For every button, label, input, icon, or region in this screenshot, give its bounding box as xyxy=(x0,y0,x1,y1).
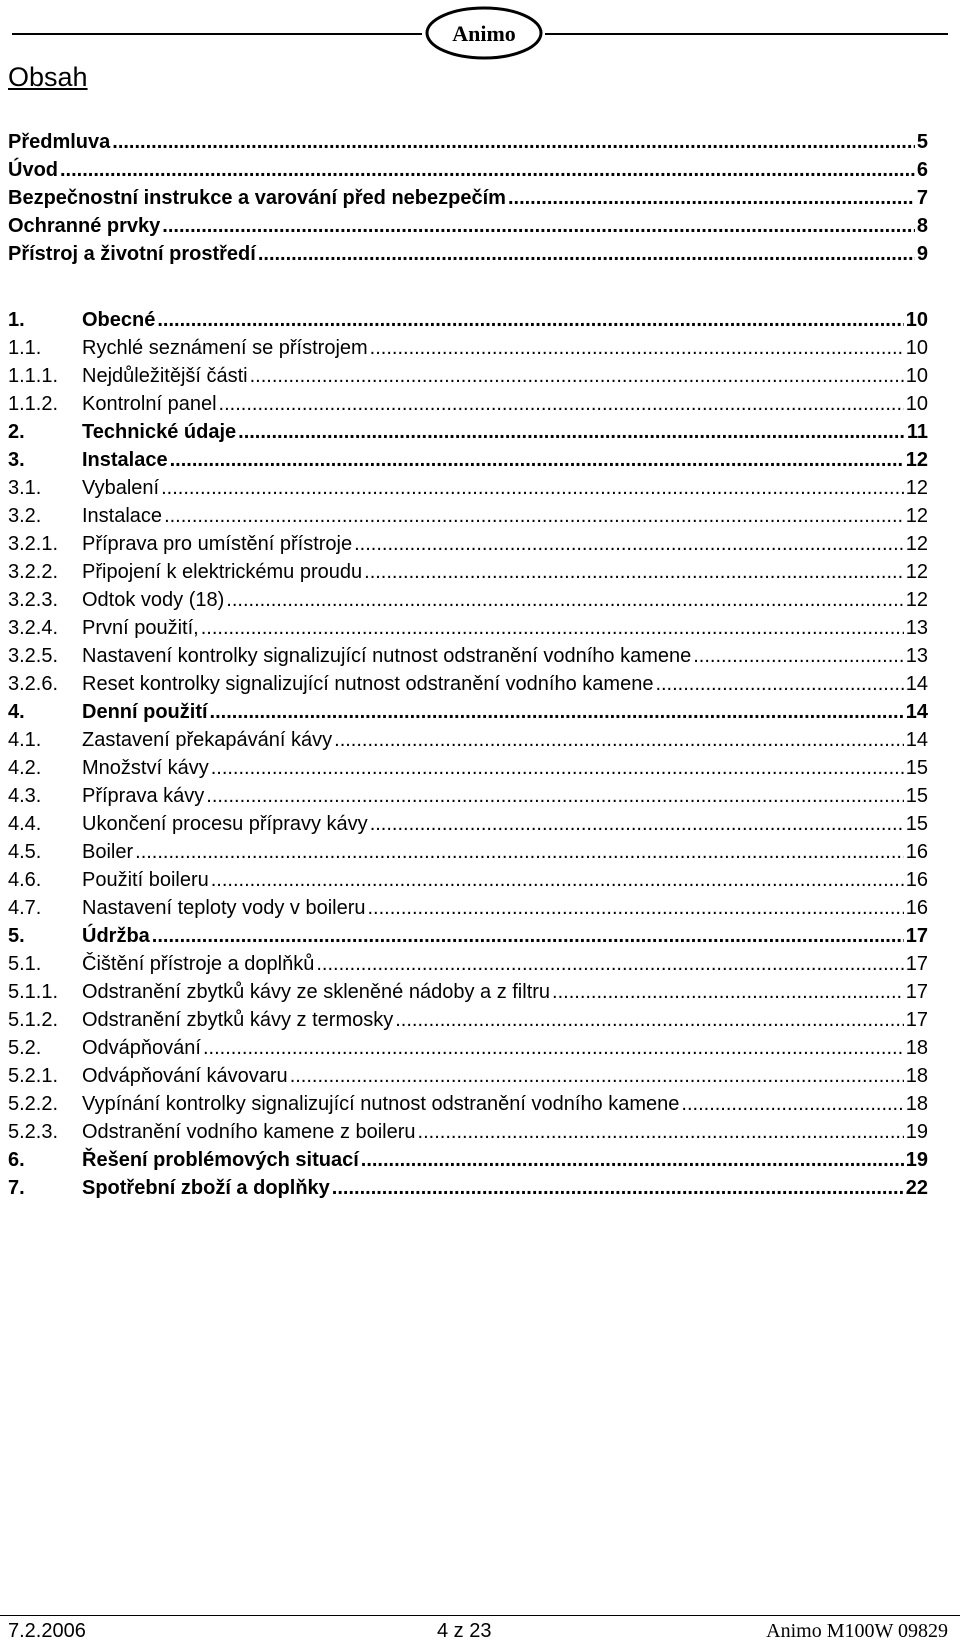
toc-entry[interactable] xyxy=(8,390,928,418)
toc-entry-page: 15 xyxy=(905,813,928,835)
toc-entry-page: 17 xyxy=(905,953,928,975)
toc-entry-page: 11 xyxy=(906,421,928,443)
toc-entry-number: 1.1. xyxy=(8,337,42,359)
dot-leader xyxy=(354,530,904,558)
toc-entry-label: Odtok vody (18) xyxy=(82,589,225,611)
toc-entry-number: 4.7. xyxy=(8,897,42,919)
toc-entry-page: 9 xyxy=(916,243,928,265)
dot-leader xyxy=(316,950,903,978)
toc-entry[interactable] xyxy=(8,894,928,922)
toc-entry[interactable] xyxy=(8,642,928,670)
toc-entry[interactable] xyxy=(8,586,928,614)
footer-page-number: 4 z 23 xyxy=(437,1620,492,1642)
toc-entry-number: 3. xyxy=(8,449,25,471)
toc-entry-page: 6 xyxy=(916,159,928,181)
toc-entry-page: 17 xyxy=(905,1009,928,1031)
toc-entry-number: 1.1.1. xyxy=(8,365,59,387)
toc-entry-label: Denní použití xyxy=(82,701,208,723)
toc-entry-page: 14 xyxy=(905,729,928,751)
toc-entry[interactable] xyxy=(8,1034,928,1062)
toc-entry[interactable] xyxy=(8,614,928,642)
toc-entry-page: 19 xyxy=(905,1149,928,1171)
toc-entry-label: Kontrolní panel xyxy=(82,393,217,415)
toc-entry-page: 10 xyxy=(905,309,928,331)
toc-entry-label: Zastavení překapávání kávy xyxy=(82,729,333,751)
toc-entry-number: 3.2.3. xyxy=(8,589,59,611)
toc-entry[interactable] xyxy=(8,240,928,268)
toc-entry[interactable] xyxy=(8,156,928,184)
toc-entry-number: 5.2.1. xyxy=(8,1065,59,1087)
toc-entry-label: Příprava kávy xyxy=(82,785,205,807)
toc-entry[interactable] xyxy=(8,698,928,726)
dot-leader xyxy=(60,156,915,184)
dot-leader xyxy=(161,474,904,502)
toc-entry-page: 15 xyxy=(905,757,928,779)
toc-entry-label: Boiler xyxy=(82,841,134,863)
toc-entry-page: 12 xyxy=(905,589,928,611)
dot-leader xyxy=(693,642,904,670)
toc-entry-number: 4.3. xyxy=(8,785,42,807)
toc-entry[interactable] xyxy=(8,670,928,698)
toc-entry[interactable] xyxy=(8,810,928,838)
dot-leader xyxy=(552,978,904,1006)
toc-entry-label: Instalace xyxy=(82,449,168,471)
toc-entry[interactable] xyxy=(8,1118,928,1146)
dot-leader xyxy=(334,726,904,754)
dot-leader xyxy=(201,614,904,642)
toc-entry-label: Odvápňování kávovaru xyxy=(82,1065,288,1087)
toc-entry-label: Vypínání kontrolky signalizující nutnost odstranění vodního kamene xyxy=(82,1093,680,1115)
dot-leader xyxy=(250,362,904,390)
toc-entry-page: 14 xyxy=(905,701,928,723)
toc-entry[interactable] xyxy=(8,334,928,362)
toc-entry-page: 18 xyxy=(905,1037,928,1059)
toc-entry-label: Technické údaje xyxy=(82,421,237,443)
toc-entry-label: Připojení k elektrickému proudu xyxy=(82,561,363,583)
toc-entry-page: 13 xyxy=(905,645,928,667)
toc-entry[interactable] xyxy=(8,474,928,502)
toc-entry-page: 12 xyxy=(905,449,928,471)
page-title: Obsah xyxy=(8,62,88,92)
toc-entry-number: 4. xyxy=(8,701,25,723)
toc-entry-label: Odstranění vodního kamene z boileru xyxy=(82,1121,416,1143)
table-of-contents xyxy=(8,128,928,1202)
toc-entry-label: Vybalení xyxy=(82,477,160,499)
toc-entry[interactable] xyxy=(8,128,928,156)
toc-entry[interactable] xyxy=(8,950,928,978)
toc-entry-page: 18 xyxy=(905,1093,928,1115)
dot-leader xyxy=(361,1146,904,1174)
toc-entry[interactable] xyxy=(8,306,928,334)
toc-entry-page: 12 xyxy=(905,561,928,583)
toc-entry[interactable] xyxy=(8,446,928,474)
dot-leader xyxy=(219,390,904,418)
toc-entry[interactable] xyxy=(8,1006,928,1034)
toc-entry-number: 5.2. xyxy=(8,1037,42,1059)
footer-rule xyxy=(0,1615,960,1616)
dot-leader xyxy=(162,212,915,240)
toc-entry[interactable] xyxy=(8,1174,928,1202)
toc-entry-label: Množství kávy xyxy=(82,757,209,779)
toc-entry[interactable] xyxy=(8,1146,928,1174)
toc-entry-label: Nastavení kontrolky signalizující nutnost odstranění vodního kamene xyxy=(82,645,692,667)
dot-leader xyxy=(290,1062,904,1090)
toc-entry[interactable] xyxy=(8,726,928,754)
toc-entry-label: Obecné xyxy=(82,309,156,331)
dot-leader xyxy=(364,558,904,586)
toc-entry-label: Předmluva xyxy=(8,131,111,153)
toc-entry-number: 2. xyxy=(8,421,25,443)
toc-entry[interactable] xyxy=(8,1062,928,1090)
toc-entry-number: 3.2.1. xyxy=(8,533,59,555)
toc-entry-number: 5.2.2. xyxy=(8,1093,59,1115)
dot-leader xyxy=(332,1174,904,1202)
dot-leader xyxy=(258,240,915,268)
toc-entry[interactable] xyxy=(8,184,928,212)
toc-entry-page: 16 xyxy=(905,869,928,891)
dot-leader xyxy=(152,922,904,950)
toc-entry[interactable] xyxy=(8,838,928,866)
toc-entry-label: Odstranění zbytků kávy ze skleněné nádoby a z filtru xyxy=(82,981,551,1003)
toc-entry-number: 5.1.2. xyxy=(8,1009,59,1031)
toc-entry-page: 22 xyxy=(905,1177,928,1199)
header-rule-right xyxy=(545,33,948,35)
toc-entry[interactable] xyxy=(8,922,928,950)
toc-entry-number: 3.2.5. xyxy=(8,645,59,667)
dot-leader xyxy=(157,306,903,334)
toc-entry-number: 4.2. xyxy=(8,757,42,779)
toc-entry-label: Odvápňování xyxy=(82,1037,201,1059)
toc-entry-number: 5.1.1. xyxy=(8,981,59,1003)
dot-leader xyxy=(170,446,904,474)
toc-entry-page: 16 xyxy=(905,841,928,863)
toc-entry-label: Instalace xyxy=(82,505,163,527)
toc-entry-page: 10 xyxy=(905,393,928,415)
toc-entry-page: 10 xyxy=(905,337,928,359)
toc-entry-number: 4.6. xyxy=(8,869,42,891)
dot-leader xyxy=(112,128,915,156)
footer-date: 7.2.2006 xyxy=(8,1620,86,1642)
header-rule-left xyxy=(12,33,422,35)
toc-entry-number: 5. xyxy=(8,925,25,947)
toc-entry-page: 7 xyxy=(916,187,928,209)
toc-entry-label: Ukončení procesu přípravy kávy xyxy=(82,813,368,835)
toc-entry-number: 7. xyxy=(8,1177,25,1199)
toc-entry-label: Reset kontrolky signalizující nutnost odstranění vodního kamene xyxy=(82,673,654,695)
dot-leader xyxy=(681,1090,903,1118)
toc-entry-page: 8 xyxy=(916,215,928,237)
toc-entry-number: 3.2.4. xyxy=(8,617,59,639)
toc-entry[interactable] xyxy=(8,978,928,1006)
dot-leader xyxy=(370,334,904,362)
toc-entry-page: 10 xyxy=(905,365,928,387)
toc-entry[interactable] xyxy=(8,502,928,530)
toc-entry-label: Nejdůležitější části xyxy=(82,365,248,387)
toc-entry-number: 5.2.3. xyxy=(8,1121,59,1143)
toc-entry-page: 13 xyxy=(905,617,928,639)
dot-leader xyxy=(508,184,915,212)
toc-entry-label: Údržba xyxy=(82,925,150,947)
toc-entry-page: 15 xyxy=(905,785,928,807)
toc-entry-number: 5.1. xyxy=(8,953,42,975)
toc-entry-number: 3.2.6. xyxy=(8,673,59,695)
toc-entry-number: 4.4. xyxy=(8,813,42,835)
animo-logo xyxy=(424,4,544,62)
toc-entry-label: První použití, xyxy=(82,617,199,639)
toc-entry-number: 3.1. xyxy=(8,477,42,499)
toc-entry[interactable] xyxy=(8,782,928,810)
toc-entry-number: 3.2. xyxy=(8,505,42,527)
toc-entry[interactable] xyxy=(8,418,928,446)
toc-entry-label: Příprava pro umístění přístroje xyxy=(82,533,353,555)
dot-leader xyxy=(203,1034,904,1062)
toc-entry-page: 16 xyxy=(905,897,928,919)
dot-leader xyxy=(211,866,904,894)
dot-leader xyxy=(370,810,904,838)
dot-leader xyxy=(655,670,903,698)
logo-text: Animo xyxy=(452,21,516,46)
dot-leader xyxy=(211,754,904,782)
toc-entry-label: Bezpečnostní instrukce a varování před nebezpečím xyxy=(8,187,506,209)
toc-entry-page: 12 xyxy=(905,505,928,527)
toc-entry-label: Úvod xyxy=(8,159,58,181)
toc-entry-label: Rychlé seznámení se přístrojem xyxy=(82,337,368,359)
toc-entry-page: 17 xyxy=(905,981,928,1003)
toc-entry[interactable] xyxy=(8,212,928,240)
dot-leader xyxy=(210,698,904,726)
toc-entry[interactable] xyxy=(8,530,928,558)
toc-entry-label: Přístroj a životní prostředí xyxy=(8,243,256,265)
toc-entry-page: 17 xyxy=(905,925,928,947)
toc-entry-label: Použití boileru xyxy=(82,869,209,891)
toc-entry-number: 4.1. xyxy=(8,729,42,751)
toc-entry-label: Spotřební zboží a doplňky xyxy=(82,1177,330,1199)
dot-leader xyxy=(368,894,904,922)
footer-model: Animo M100W 09829 xyxy=(766,1620,948,1642)
toc-entry-number: 1.1.2. xyxy=(8,393,59,415)
dot-leader xyxy=(418,1118,904,1146)
toc-entry-label: Ochranné prvky xyxy=(8,215,161,237)
toc-entry-number: 6. xyxy=(8,1149,25,1171)
toc-entry-number: 1. xyxy=(8,309,25,331)
dot-leader xyxy=(395,1006,904,1034)
toc-entry-number: 4.5. xyxy=(8,841,42,863)
toc-entry[interactable] xyxy=(8,754,928,782)
toc-entry-number: 3.2.2. xyxy=(8,561,59,583)
dot-leader xyxy=(164,502,904,530)
toc-entry-page: 18 xyxy=(905,1065,928,1087)
dot-leader xyxy=(135,838,904,866)
toc-entry-label: Čištění přístroje a doplňků xyxy=(82,953,315,975)
dot-leader xyxy=(206,782,903,810)
toc-entry-page: 12 xyxy=(905,533,928,555)
toc-entry[interactable] xyxy=(8,866,928,894)
toc-entry-page: 19 xyxy=(905,1121,928,1143)
toc-entry[interactable] xyxy=(8,1090,928,1118)
toc-entry-page: 14 xyxy=(905,673,928,695)
toc-entry[interactable] xyxy=(8,558,928,586)
toc-entry[interactable] xyxy=(8,362,928,390)
dot-leader xyxy=(226,586,903,614)
toc-entry-label: Řešení problémových situací xyxy=(82,1149,359,1171)
toc-entry-label: Odstranění zbytků kávy z termosky xyxy=(82,1009,394,1031)
dot-leader xyxy=(238,418,905,446)
toc-entry-page: 5 xyxy=(916,131,928,153)
toc-entry-page: 12 xyxy=(905,477,928,499)
toc-entry-label: Nastavení teploty vody v boileru xyxy=(82,897,366,919)
